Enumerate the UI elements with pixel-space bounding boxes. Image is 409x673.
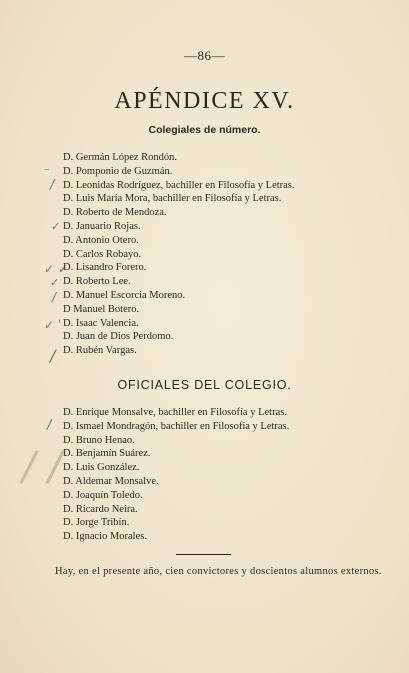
list-item: D. Pomponio de Guzmán. [63,165,173,177]
pencil-check-mark: ✓ ˈ [44,318,62,332]
page-number: —86— [184,48,225,63]
pencil-slash-mark: / [50,346,56,365]
list-item: D. Isaac Valencia. [63,317,139,329]
list-item: D. Lisandro Forero. [63,262,147,274]
list-item: D Manuel Botero. [63,303,140,315]
list-item: D. Benjamín Suárez. [63,448,151,460]
pencil-check-mark: ✓ ✓ [44,262,68,276]
page-subtitle: Colegiales de número. [148,124,261,136]
colegiales-list [63,151,295,358]
list-item: D. Enrique Monsalve, bachiller en Filosofía y Letras. [63,407,287,418]
oficiales-heading: OFICIALES DEL COLEGIO. [117,378,292,392]
list-item: D. Germán López Rondón. [63,152,178,163]
list-item: D. Ricardo Neira. [63,503,138,515]
page-title: APÉNDICE XV. [114,88,295,114]
list-item: D. Luis González. [63,462,140,474]
list-item: D. Ismael Mondragón, bachiller en Filosofía y Letras. [63,420,290,432]
pencil-slash-mark: / [52,290,57,304]
list-item: D. Januario Rojas. [63,220,141,232]
pencil-slash-mark: / [47,418,52,433]
pencil-slash-mark: / [50,178,55,193]
pencil-smudge-mark: / / [22,444,62,490]
list-item: D. Antonio Otero. [63,234,139,246]
list-item: D. Luis María Mora, bachiller en Filosofía y Letras. [63,193,282,205]
list-item: D. Roberto Lee. [63,276,131,288]
list-item: D. Juan de Dios Perdomo. [63,331,174,343]
list-item: D. Rubén Vargas. [63,345,137,357]
list-item: D. Ignacio Morales. [63,531,147,543]
list-item: D. Leonidas Rodríguez, bachiller en Filosofía y Letras. [63,179,295,191]
list-item: D. Bruno Henao. [63,434,135,446]
list-item: D. Joaquín Toledo. [63,489,143,501]
oficiales-list [63,406,289,544]
list-item: D. Carlos Robayo. [63,248,142,260]
list-item: D. Jorge Tribín. [63,517,130,529]
list-item: D. Aldemar Monsalve. [63,475,159,487]
section-divider [176,554,231,555]
pencil-check-mark: ✓ [50,276,60,289]
list-item: D. Manuel Escorcia Moreno. [63,289,186,301]
footnote: Hay, en el presente año, cien convictores y doscientos alumnos externos. [55,566,382,577]
pencil-dash-mark: ⁻ [44,165,50,178]
pencil-check-mark: ✓ [51,220,61,233]
list-item: D. Roberto de Mendoza. [63,207,167,219]
